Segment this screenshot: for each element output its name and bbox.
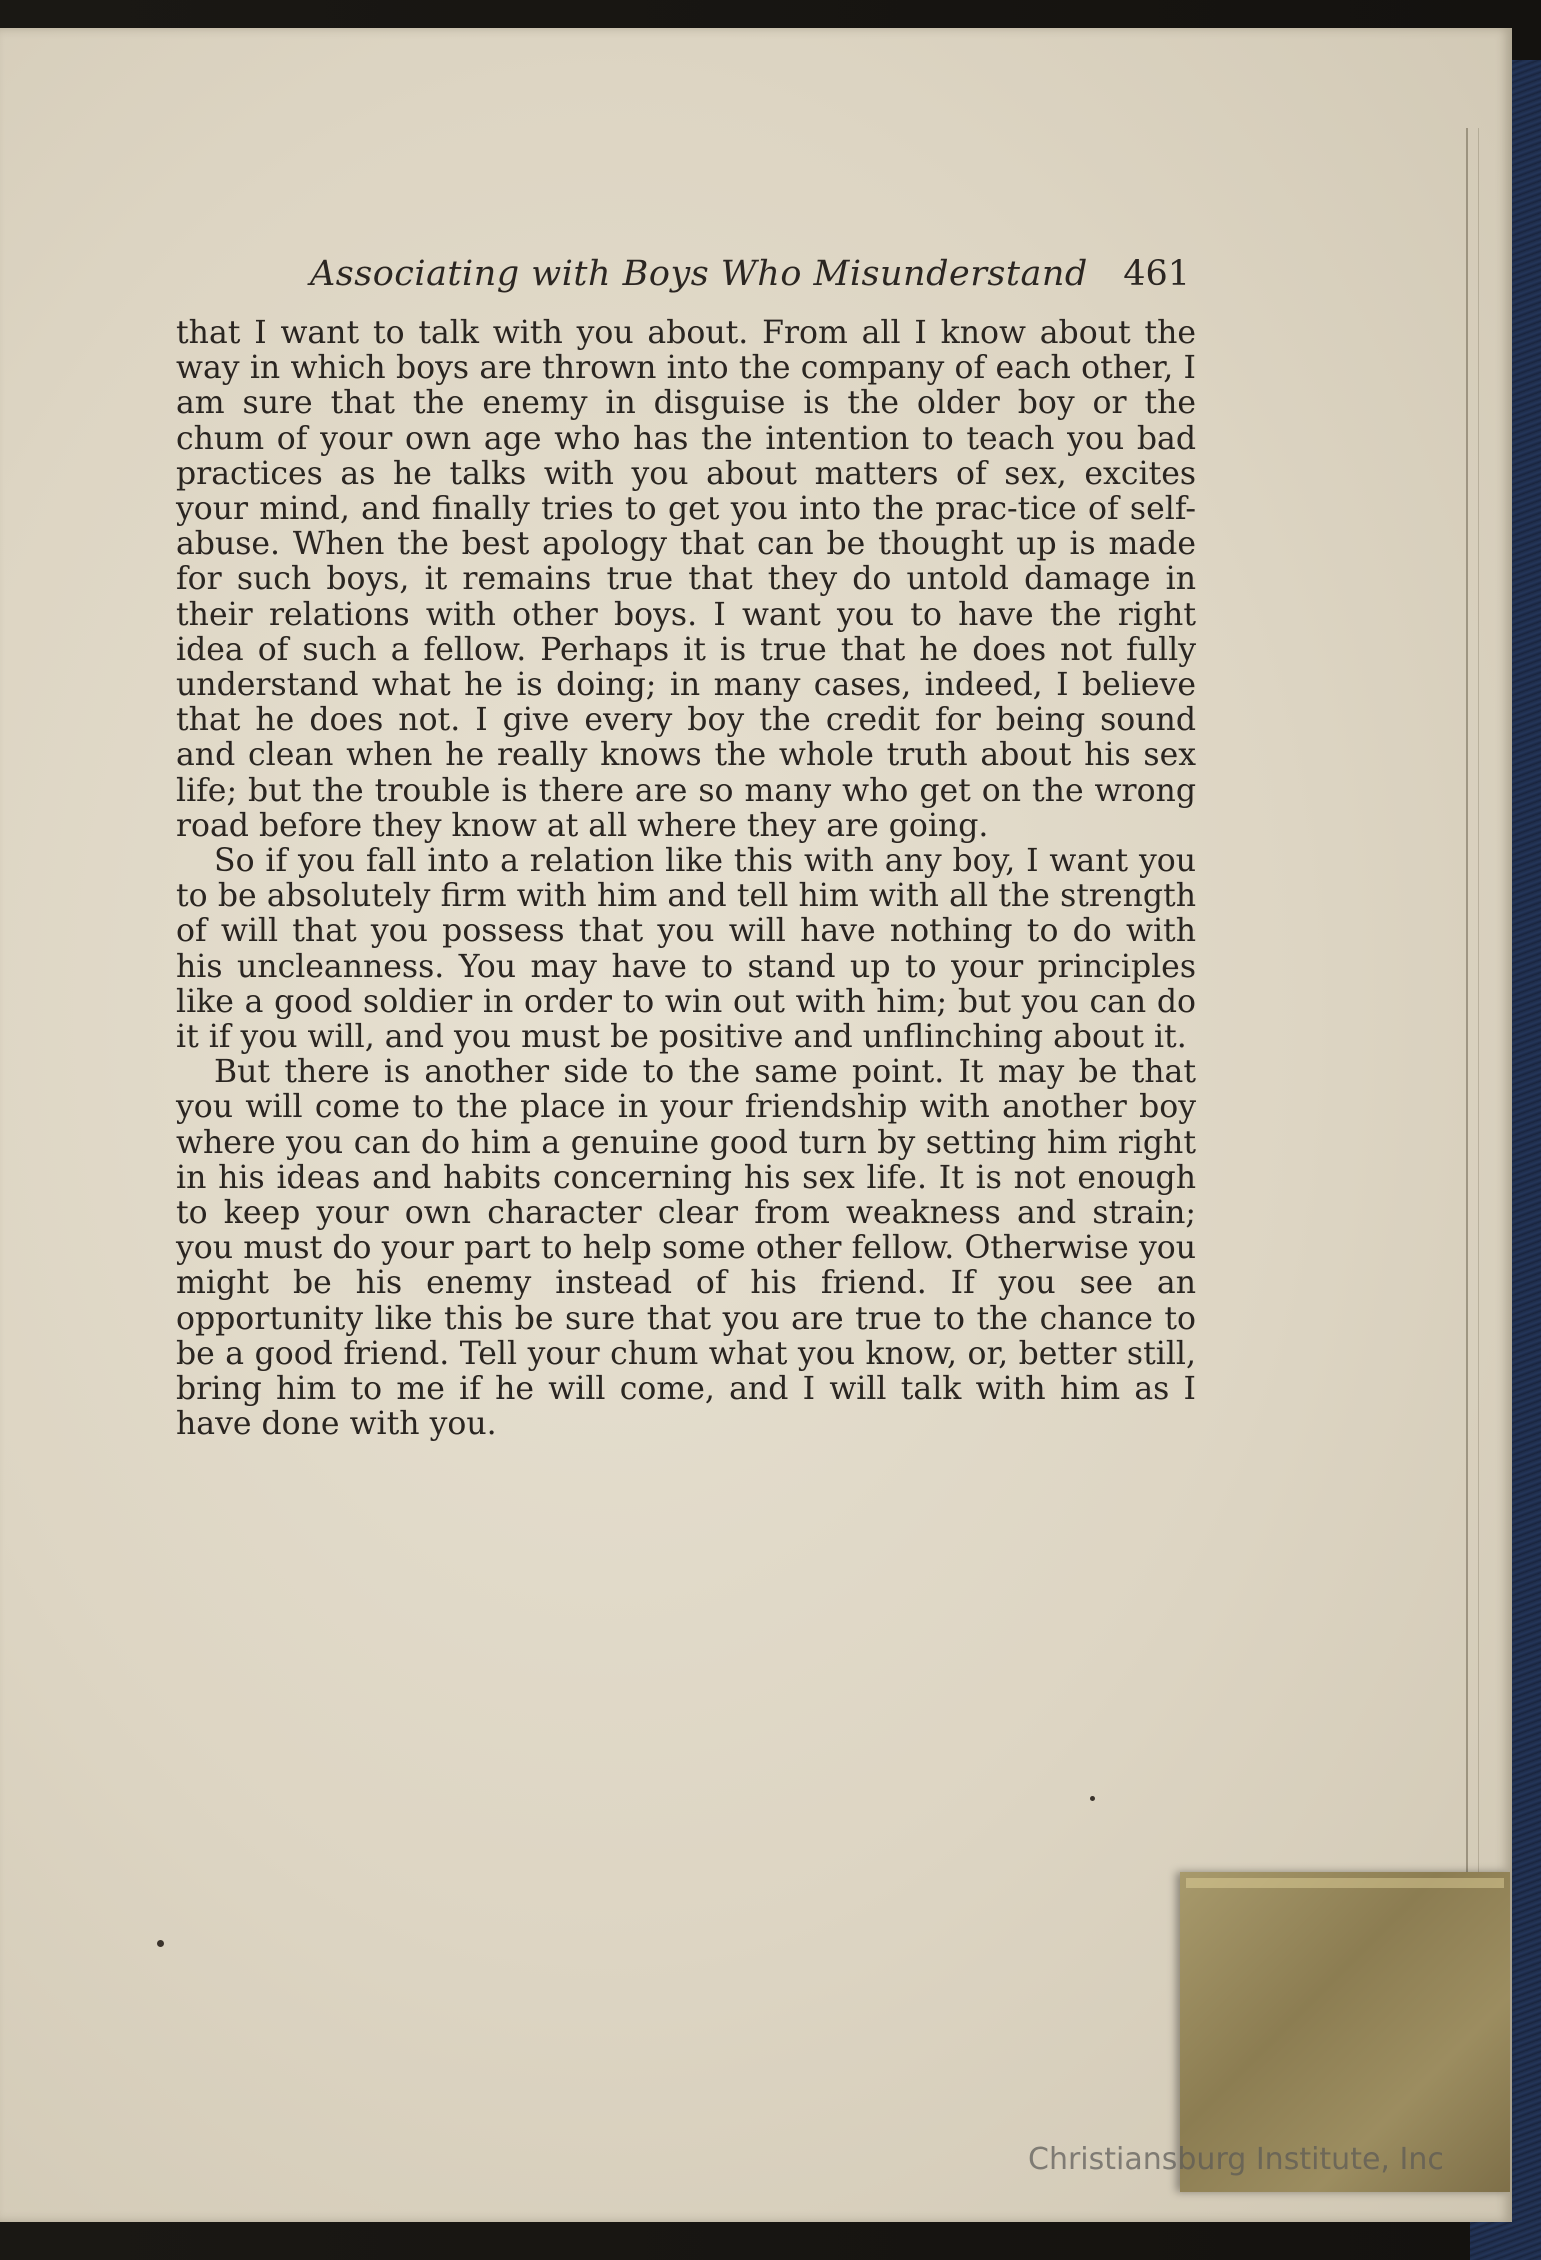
running-head: [310, 250, 1190, 310]
paragraph-3: But there is another side to the same point. It may be that you will come to the place in your friendship with another boy where you can do him a genuine good turn by setting him right in his ideas and habits concerning his sex life. It is not enough to keep your own character clear from weakness and strain; you must do your part to help some other fellow. Otherwise you might be his enemy instead of his friend. If you see an opportunity like this be sure that you are true to the chance to be a good friend. Tell your chum what you know, or, better still, bring him to me if he will come, and I will talk with him as I have done with you.: [176, 1054, 1196, 1443]
ink-speck: [157, 1940, 164, 1947]
page-number: 461: [1123, 254, 1190, 294]
chapter-title: Associating with Boys Who Misunderstand: [310, 254, 1088, 294]
ink-speck: [1090, 1796, 1095, 1801]
watermark: Christiansburg Institute, Inc: [1028, 2142, 1444, 2177]
body-text: [176, 316, 1196, 1443]
paragraph-2: So if you fall into a relation like this with any boy, I want you to be absolutely firm with him and tell him with all the strength of will that you possess that you will have nothing to do with his uncleanness. You may have to stand up to your principles like a good soldier in order to win out with him; but you can do it if you will, and you must be positive and unflinching about it.: [176, 843, 1196, 1056]
page-edge-lines: [1466, 128, 1479, 1908]
paragraph-1: that I want to talk with you about. From all I know about the way in which boys are thrown into the company of each other, I am sure that the enemy in disguise is the older boy or the chum of your own age who has the intention to teach you bad practices as he talks with you about matters of sex, excites your mind, and finally tries to get you into the prac-tice of self-abuse. When the best apology that can be thought up is made for such boys, it remains true that they do untold damage in their relations with other boys. I want you to have the right idea of such a fellow. Perhaps it is true that he does not fully understand what he is doing; in many cases, indeed, I believe that he does not. I give every boy the credit for being sound and clean when he really knows the whole truth about his sex life; but the trouble is there are so many who get on the wrong road before they know at all where they are going.: [176, 315, 1196, 844]
